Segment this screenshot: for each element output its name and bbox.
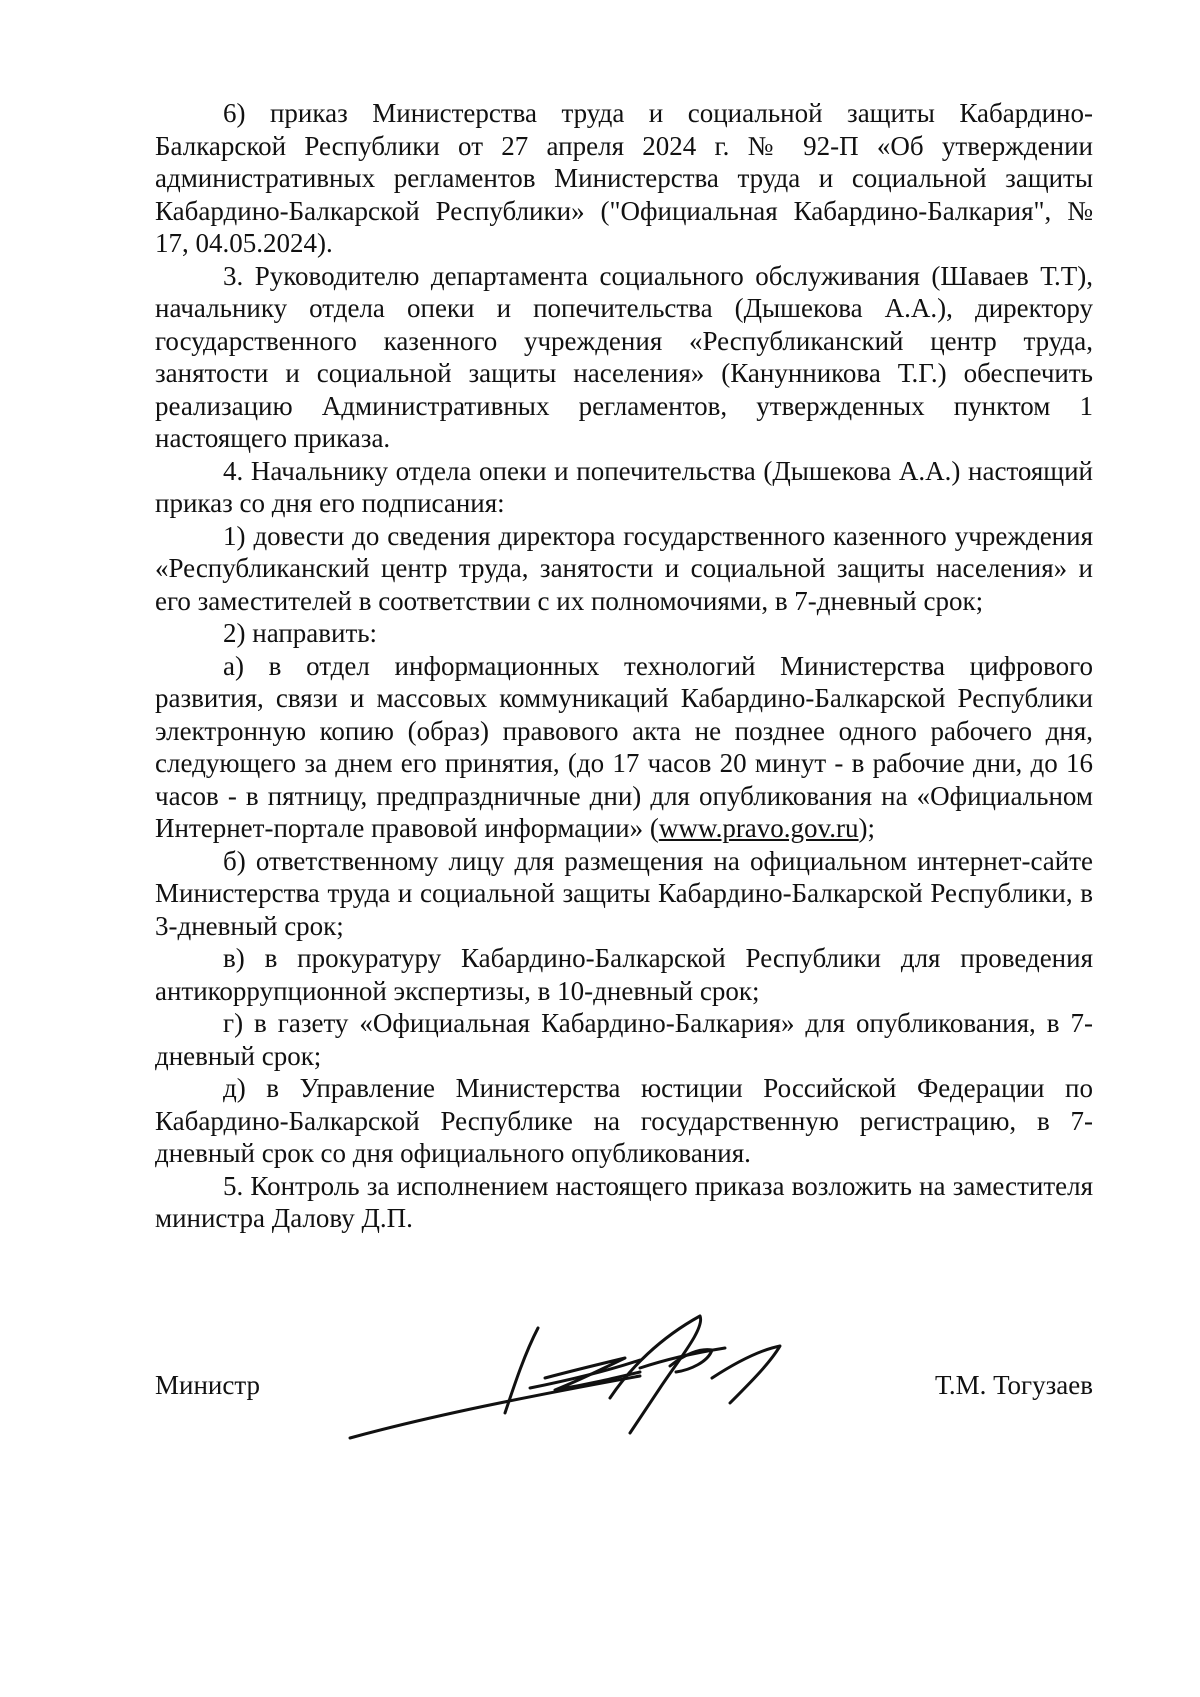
- paragraph-subclause-a: [155, 650, 1093, 845]
- paragraph-subclause-a-text: а) в отдел информационных технологий Министерства цифрового развития, связи и массовых коммуникаций Кабардино-Балкарской Республики электронную копию (образ) правового акта не позднее одного рабочего дня, следующего за днем его принятия, (до 17 часов 20 минут - в рабочие дни, до 16 часов - в пятницу, предпраздничные дни) для опубликования на «Официальном Интернет-портале правовой информации» (: [155, 650, 1093, 843]
- paragraph-subclause-2: 2) направить:: [223, 618, 378, 648]
- signer-name: Т.М. Тогузаев: [935, 1370, 1093, 1400]
- paragraph-subclause-1: 1) довести до сведения директора государственного казенного учреждения «Республиканский центр труда, занятости и социальной защиты населения» и его заместителей в соответствии с их полномочиями, в 7-дневный срок;: [155, 520, 1093, 616]
- pravo-portal-link[interactable]: www.pravo.gov.ru: [658, 813, 859, 843]
- paragraph-clause-5: 5. Контроль за исполнением настоящего приказа возложить на заместителя министра Далову Д.П.: [155, 1170, 1093, 1233]
- paragraph-subclause-b: б) ответственному лицу для размещения на официальном интернет-сайте Министерства труда и социальной защиты Кабардино-Балкарской Республики, в 3-дневный срок;: [155, 845, 1093, 941]
- signer-position: Министр: [155, 1370, 260, 1400]
- paragraph-clause-4: 4. Начальнику отдела опеки и попечительства (Дышекова А.А.) настоящий приказ со дня его подписания:: [155, 455, 1093, 518]
- paragraph-clause-3: 3. Руководителю департамента социального обслуживания (Шаваев Т.Т), начальнику отдела опеки и попечительства (Дышекова А.А.), директору государственного казенного учреждения «Республиканский центр труда, занятости и социальной защиты населения» (Канунникова Т.Г.) обеспечить реализацию Административных регламентов, утвержденных пунктом 1 настоящего приказа.: [155, 260, 1093, 453]
- paragraph-subclause-g: г) в газету «Официальная Кабардино-Балкария» для опубликования, в 7-дневный срок;: [155, 1008, 1093, 1071]
- document-body: [155, 97, 1093, 1235]
- handwritten-signature-icon: [340, 1308, 830, 1448]
- paragraph-subclause-v: в) в прокуратуру Кабардино-Балкарской Республики для проведения антикоррупционной экспертизы, в 10-дневный срок;: [155, 943, 1093, 1006]
- pravo-portal-link-suffix: );: [858, 813, 876, 843]
- paragraph-item-6: 6) приказ Министерства труда и социальной защиты Кабардино-Балкарской Республики от 27 апреля 2024 г. № 92-П «Об утверждении административных регламентов Министерства труда и социальной защиты Кабардино-Балкарской Республики» ("Официальная Кабардино-Балкария", № 17, 04.05.2024).: [155, 98, 1093, 258]
- paragraph-subclause-d: д) в Управление Министерства юстиции Российской Федерации по Кабардино-Балкарской Республике на государственную регистрацию, в 7-дневный срок со дня официального опубликования.: [155, 1073, 1093, 1168]
